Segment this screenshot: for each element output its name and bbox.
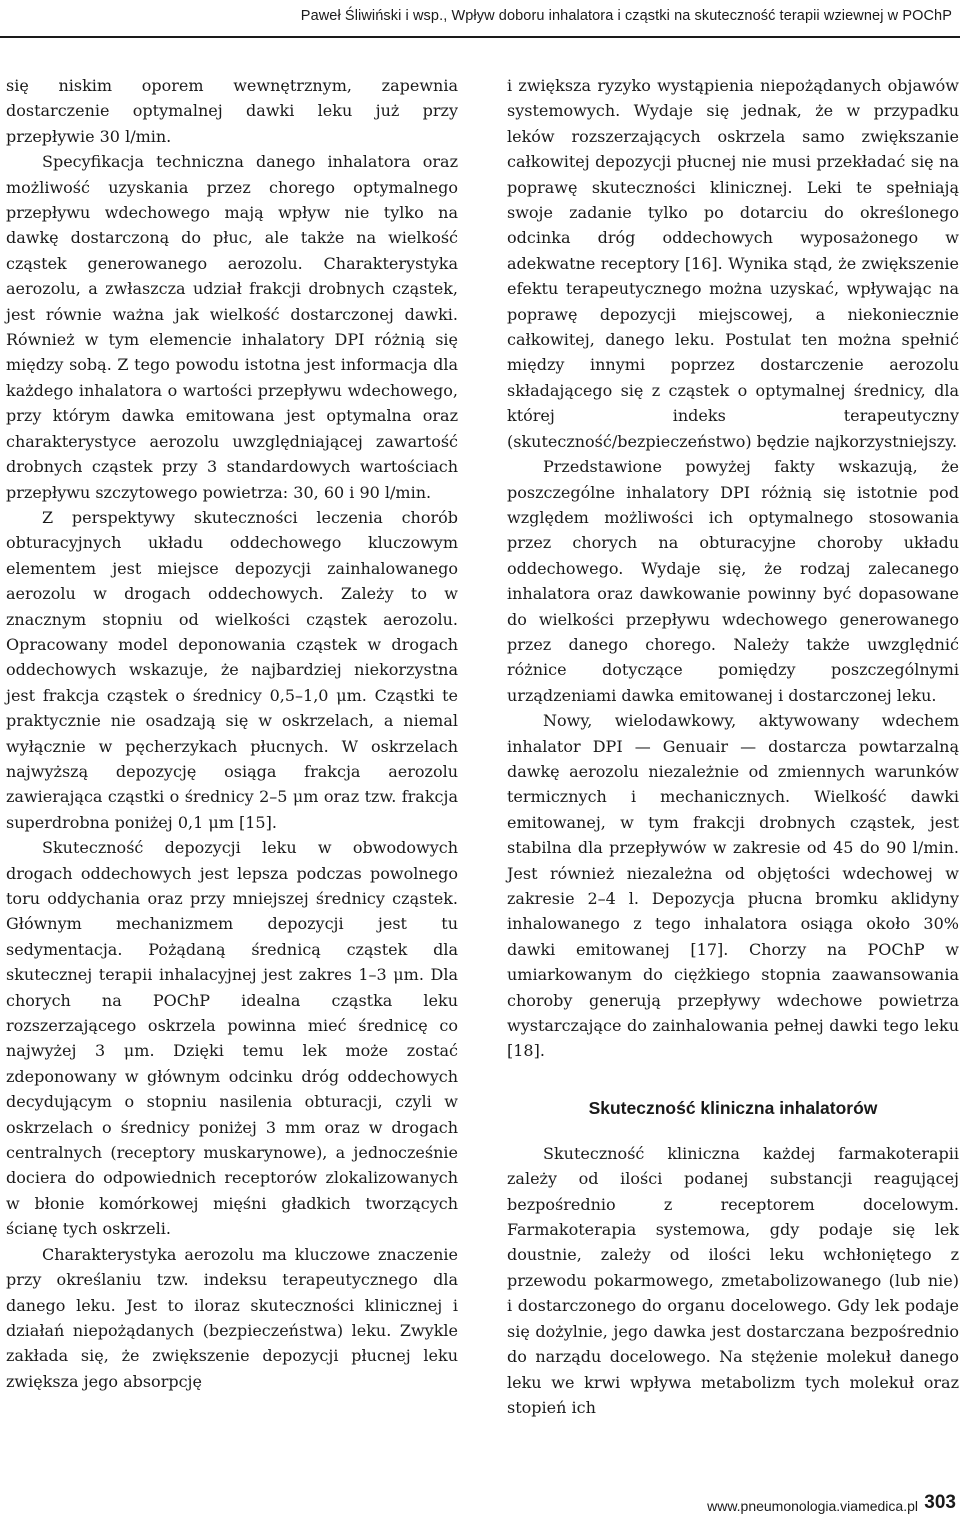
header-separator: ,	[443, 8, 452, 24]
right-column	[507, 73, 959, 1420]
paragraph: Nowy, wielodawkowy, aktywowany wdechem inhalator DPI — Genuair — dostarcza powtarzalną dawkę aerozolu niezależnie od zmiennych warunków termicznych i mechanicznych. Wielkość dawki emitowanej, w tym frakcji drobnych cząstek, jest stabilna dla przepływów w zakresie od 45 do 90 l/min. Jest również niezależna od objętości wdechowej w zakresie 2–4 l. Depozycja płucna bromku aklidyny inhalowanego z tego inhalatora osiąga około 30% dawki emitowanej [17]. Chorzy na POChP w umiarkowanym do ciężkiego stopnia zaawansowania choroby generują przepływy wdechowe powietrza wystarczające do zainhalowania pełnej dawki tego leku [18].	[507, 711, 959, 1061]
paragraph: Specyfikacja techniczna danego inhalatora oraz możliwość uzyskania przez chorego optymalnego przepływu wdechowego mają wpływ nie tylko na dawkę dostarczoną do płuc, ale także na wielkość cząstek generowanego aerozolu. Charakterystyka aerozolu, a zwłaszcza udział frakcji drobnych cząstek, jest równie ważna jak wielkość dostarczonej dawki. Również w tym elemencie inhalatory DPI różnią się między sobą. Z tego powodu istotna jest informacja dla każdego inhalatora o wartości przepływu wdechowego, przy którym dawka emitowana jest optymalna oraz charakterystyce aerozolu uwzględniającej zawartość drobnych cząstek przy 3 standardowych wartościach przepływu szczytowego powietrza: 30, 60 i 90 l/min.	[6, 152, 458, 502]
header-article-title: Wpływ doboru inhalatora i cząstki na skuteczność terapii wziewnej w POChP	[451, 8, 952, 24]
paragraph: i zwiększa ryzyko wystąpienia niepożądanych objawów systemowych. Wydaje się jednak, że w przypadku leków rozszerzających oskrzela samo zwiększanie całkowitej depozycji płucnej nie musi przekładać się na poprawę skuteczności klinicznej. Leki te spełniają swoje zadanie tylko po dotarciu do określonego odcinka dróg oddechowych wyposażonego w adekwatne receptory [16]. Wynika stąd, że zwiększenie efektu terapeutycznego można uzyskać, wpływając na poprawę depozycji miejscowej, a niekoniecznie całkowitej, danego leku. Postulat ten można spełnić między innymi poprzez dostarczenie aerozolu składającego się z cząstek o optymalnej średnicy, dla której indeks terapeutyczny (skuteczność/bezpieczeństwo) będzie najkorzystniejszy.	[507, 76, 959, 451]
left-column	[6, 73, 458, 1394]
section-heading: Skuteczność kliniczna inhalatorów	[588, 1097, 878, 1118]
header-authors: Paweł Śliwiński i wsp.	[300, 8, 444, 24]
header-rule	[0, 36, 960, 38]
paragraph: Charakterystyka aerozolu ma kluczowe znaczenie przy określaniu tzw. indeksu terapeutycznego dla danego leku. Jest to iloraz skuteczności klinicznej i działań niepożądanych (bezpieczeństwa) leku. Zwykle zakłada się, że zwiększenie depozycji płucnej leku zwiększa jego absorpcję	[6, 1244, 458, 1391]
paragraph: Przedstawione powyżej fakty wskazują, że poszczególne inhalatory DPI różnią się istotnie pod względem możliwości ich optymalnego stosowania przez chorych na obturacyjne choroby układu oddechowego. Wydaje się, że rodzaj zalecanego inhalatora oraz dawkowanie powinny być dopasowane do wielkości przepływu wdechowego generowanego przez danego chorego. Należy także uwzględnić różnice dotyczące pomiędzy poszczególnymi urządzeniami dawka emitowanej i dostarczonej leku.	[507, 457, 959, 705]
paragraph: się niskim oporem wewnętrznym, zapewnia dostarczenie optymalnej dawki leku już przy przepływie 30 l/min.	[6, 76, 458, 146]
paragraph: Z perspektywy skuteczności leczenia chorób obturacyjnych układu oddechowego kluczowym elementem jest miejsce depozycji zainhalowanego aerozolu w drogach oddechowych. Zależy to w znacznym stopniu od wielkości cząstek aerozolu. Opracowany model deponowania cząstek w drogach oddechowych wskazuje, że najbardziej niekorzystna jest frakcja cząstek o średnicy 0,5–1,0 μm. Cząstki te praktycznie nie osadzają się w oskrzelach, a niemal wyłącznie w pęcherzykach płucnych. W oskrzelach najwyższą depozycję osiąga frakcja aerozolu zawierająca cząstki o średnicy 2–5 μm oraz tzw. frakcja superdrobna poniżej 0,1 μm [15].	[6, 507, 458, 832]
page-number: 303	[924, 1492, 956, 1513]
running-header	[0, 6, 952, 26]
journal-url: www.pneumonologia.viamedica.pl	[707, 1498, 918, 1514]
paragraph: Skuteczność kliniczna każdej farmakoterapii zależy od ilości podanej substancji reagującej bezpośrednio z receptorem docelowym. Farmakoterapia systemowa, gdy podaje się lek doustnie, zależy od ilości leku wchłoniętego z przewodu pokarmowego, zmetabolizowanego (lub nie) i dostarczonego do organu docelowego. Gdy lek podaje się dożylnie, jego dawka jest dostarczana bezpośrednio do narządu docelowego. Na stężenie molekuł danego leku we krwi wpływa metabolizm tych molekuł oraz stopień ich	[507, 1143, 959, 1417]
paragraph: Skuteczność depozycji leku w obwodowych drogach oddechowych jest lepsza podczas powolnego toru oddychania oraz przy mniejszej średnicy cząstek. Głównym mechanizmem depozycji jest tu sedymentacja. Pożądaną średnicą cząstek dla skutecznej terapii inhalacyjnej jest zakres 1–3 μm. Dla chorych na POChP idealna cząstka leku rozszerzającego oskrzela powinna mieć średnicę co najwyżej 3 μm. Dzięki temu lek może zostać zdeponowany w głównym odcinku dróg oddechowych decydującym o stopniu nasilenia obturacji, czyli w oskrzelach o średnicy poniżej 3 mm oraz w drogach centralnych (receptory muskarynowe), a jednocześnie dociera do odpowiednich receptorów zlokalizowanych w błonie komórkowej mięśni gładkich tworzących ścianę tych oskrzeli.	[6, 838, 458, 1239]
